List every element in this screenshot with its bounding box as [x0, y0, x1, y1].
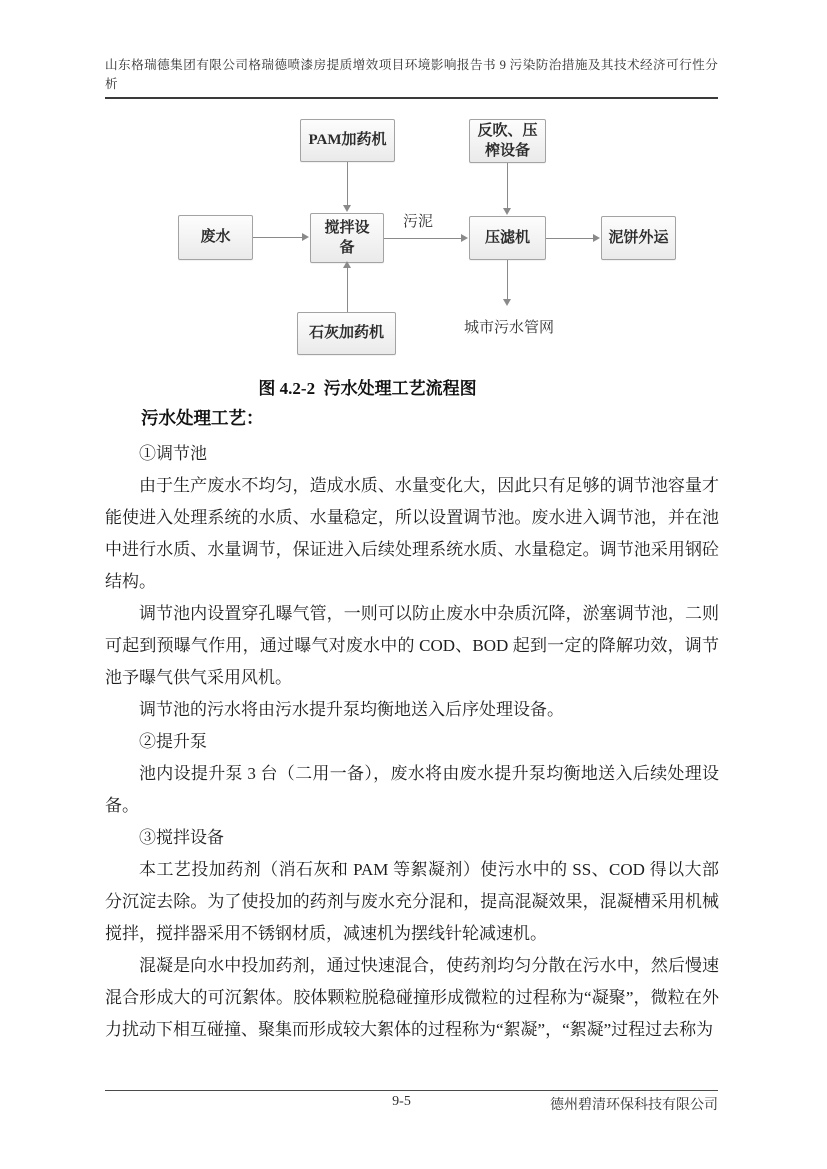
paragraph: ①调节池 [139, 444, 207, 463]
arrowhead-right-icon [461, 234, 468, 242]
paragraph: 本工艺投加药剂（消石灰和 PAM 等絮凝剂）使污水中的 SS、COD 得以大部分沉淀去除。为了使投加的药剂与废水充分混和，提高混凝效果，混凝槽采用机械搅拌，搅拌器采用不锈钢材质，减速机为摆线针轮减速机。 [105, 860, 719, 943]
paragraph: 混凝是向水中投加药剂，通过快速混合，使药剂均匀分散在污水中，然后慢速混合形成大的可沉絮体。胶体颗粒脱稳碰撞形成微粒的过程称为“凝聚”，微粒在外力扰动下相互碰撞、聚集而形成较大絮体的过程称为“絮凝”，“絮凝”过程过去称为 [105, 956, 719, 1039]
arrowhead-right-icon [593, 234, 600, 242]
paragraph: 池内设提升泵 3 台（二用一备），废水将由废水提升泵均衡地送入后续处理设备。 [105, 764, 719, 815]
paragraph: 由于生产废水不均匀，造成水质、水量变化大，因此只有足够的调节池容量才能使进入处理系统的水质、水量稳定，所以设置调节池。废水进入调节池，并在池中进行水质、水量调节，保证进入后续处理系统水质、水量稳定。调节池采用钢砼结构。 [105, 476, 719, 591]
arrow-pam-to-mixer [347, 162, 348, 207]
arrow-filter-press-to-sewer [507, 260, 508, 301]
section-heading: 污水处理工艺： [141, 408, 264, 428]
arrow-wastewater-to-mixer [253, 237, 304, 238]
diagram-node-sludge-cake-out: 泥饼外运 [601, 216, 676, 260]
paragraph: 调节池内设置穿孔曝气管，一则可以防止废水中杂质沉降，淤塞调节池，二则可起到预曝气作用，通过曝气对废水中的 COD、BOD 起到一定的降解功效，调节池予曝气供气采用风机。 [105, 604, 719, 687]
arrowhead-right-icon [302, 233, 309, 241]
arrowhead-down-icon [503, 299, 511, 306]
footer-company-name: 德州碧清环保科技有限公司 [550, 1098, 718, 1113]
arrow-mixer-to-filter-press [384, 238, 463, 239]
arrowhead-up-icon [343, 261, 351, 268]
page-header-title: 山东格瑞德集团有限公司格瑞德喷漆房提质增效项目环境影响报告书 9 污染防治措施及其技术经济可行性分析 [105, 54, 718, 99]
paragraph: 调节池的污水将由污水提升泵均衡地送入后序处理设备。 [139, 700, 564, 719]
figure-caption: 图 4.2-2 污水处理工艺流程图 [258, 379, 477, 398]
paragraph: ③搅拌设备 [139, 828, 224, 847]
arrowhead-down-icon [503, 208, 511, 215]
diagram-node-pam-dosing: PAM加药机 [300, 119, 395, 162]
footer-page-number: 9-5 [392, 1094, 411, 1109]
diagram-node-mixing-equipment: 搅拌设备 [310, 213, 384, 263]
diagram-label-city-sewer: 城市污水管网 [464, 320, 555, 336]
footer-divider [105, 1090, 718, 1091]
diagram-label-sludge: 污泥 [403, 214, 434, 230]
diagram-node-filter-press: 压滤机 [469, 216, 546, 260]
arrow-lime-to-mixer [347, 267, 348, 312]
diagram-node-lime-dosing: 石灰加药机 [297, 312, 396, 355]
body-text [105, 438, 719, 1046]
arrow-filter-press-to-cake-out [546, 238, 595, 239]
paragraph: ②提升泵 [139, 732, 207, 751]
diagram-node-wastewater: 废水 [178, 215, 253, 260]
diagram-node-backflush-press-equipment: 反吹、压榨设备 [469, 119, 546, 163]
arrow-backflush-to-filter-press [507, 163, 508, 210]
arrowhead-down-icon [343, 205, 351, 212]
